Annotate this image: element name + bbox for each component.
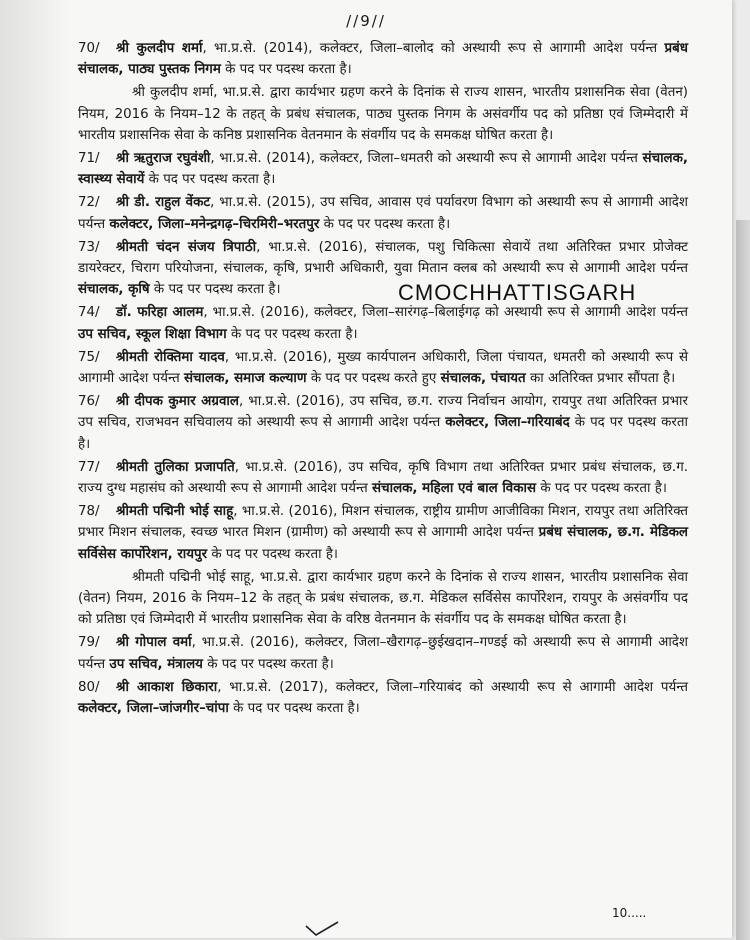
bold-text: श्री ऋतुराज रघुवंशी [116, 151, 211, 167]
body-text: के पद पर पदस्थ करते हुए [306, 371, 441, 387]
order-number: 72/ [78, 195, 100, 211]
body-text: , भा.प्र.से. (2016), कलेक्टर, जिला–सारंगढ़–बिलाईगढ़ को अस्थायी रूप से आगामी आदेश पर्यन्त [203, 305, 688, 321]
pen-mark-icon [302, 920, 342, 938]
order-item [78, 457, 688, 499]
order-item [78, 391, 688, 455]
order-item [78, 677, 688, 719]
watermark-text: CMOCHHATTISGARH [398, 280, 637, 305]
order-item [78, 501, 688, 565]
bold-text: उप सचिव, मंत्रालय [109, 656, 203, 672]
bold-text: प्रबंध संचालक, पाठ्य पुस्तक निगम [78, 41, 688, 78]
bold-text: श्रीमती रोक्तिमा यादव [116, 349, 225, 365]
body-text: के पद पर पदस्थ करता है। [220, 62, 352, 78]
order-number: 77/ [78, 459, 100, 475]
bold-text: संचालक, स्वास्थ्य सेवायें [78, 151, 688, 188]
body-text: के पद पर पदस्थ करता है। [202, 656, 334, 672]
bold-text: श्रीमती तुलिका प्रजापति [116, 459, 235, 475]
order-number: 74/ [78, 305, 100, 321]
order-number: 76/ [78, 394, 100, 410]
body-text: , भा.प्र.से. (2016), उप सचिव, छ.ग. राज्य निर्वाचन आयोग, रायपुर तथा अतिरिक्त प्रभार उप सचिव, राजभवन सचिवालय को अस्थायी रूप से आगामी आदेश पर्यन्त [78, 394, 688, 431]
bold-text: संचालक, कृषि [78, 282, 150, 298]
order-item [78, 192, 688, 234]
bold-text: कलेक्टर, जिला–जांजगीर–चांपा [78, 701, 229, 717]
body-text: , भा.प्र.से. (2017), कलेक्टर, जिला–गरियाबंद को अस्थायी रूप से आगामी आदेश पर्यन्त [217, 679, 688, 695]
body-text: का अतिरिक्त प्रभार सौंपता है। [525, 371, 676, 387]
order-number: 71/ [78, 151, 100, 167]
body-text: , भा.प्र.से. (2016), मुख्य कार्यपालन अधिकारी, जिला पंचायत, धमतरी को अस्थायी रूप से आगामी आदेश पर्यन्त [78, 349, 688, 387]
bold-text: संचालक, समाज कल्याण [183, 371, 307, 387]
body-text: श्री कुलदीप शर्मा, भा.प्र.से. द्वारा कार्यभार ग्रहण करने के दिनांक से राज्य शासन, भारतीय प्रशासनिक सेवा (वेतन) नियम, 2016 के नियम–12 के तहत् के प्रबंध संचालक, पाठ्य पुस्तक निगम के असंवर्गीय पद को प्रतिष्ठा एवं जिम्मेदारी में भारतीय प्रशासनिक सेवा के कनिष्ठ प्रशासनिक वेतनमान के संवर्गीय पद के समकक्ष घोषित करता है। [78, 85, 688, 143]
body-text: के पद पर पदस्थ करता है। [226, 326, 358, 342]
body-text: के पद पर पदस्थ करता है। [144, 172, 276, 188]
bold-text: प्रबंध संचालक, छ.ग. मेडिकल सर्विसेस कार्पोरेशन, रायपुर [78, 525, 689, 562]
order-note [78, 567, 688, 631]
body-text: , भा.प्र.से. (2015), उप सचिव, आवास एवं पर्यावरण विभाग को अस्थायी रूप से आगामी आदेश पर्यन्त [78, 195, 688, 232]
bold-text: संचालक, महिला एवं बाल विकास [372, 481, 537, 497]
order-number: 73/ [78, 239, 100, 255]
order-item [78, 38, 688, 80]
bold-text: श्री डी. राहुल वेंकट [116, 195, 211, 211]
bold-text: श्रीमती पद्मिनी भोई साहू [116, 504, 234, 520]
order-number: 70/ [78, 41, 100, 56]
body-text: , भा.प्र.से. (2016), उप सचिव, कृषि विभाग तथा अतिरिक्त प्रभार प्रबंध संचालक, छ.ग. राज्य दुग्ध महासंघ को अस्थायी रूप से आगामी आदेश पर्यन्त [78, 459, 688, 497]
order-item [78, 632, 688, 674]
order-note [78, 82, 688, 146]
page-edge-shadow [0, 0, 70, 938]
bold-text: संचालक, पंचायत [440, 371, 526, 387]
order-item [78, 347, 688, 389]
bold-text: श्रीमती चंदन संजय त्रिपाठी [116, 239, 257, 255]
order-number: 80/ [78, 679, 100, 695]
body-text: श्रीमती पद्मिनी भोई साहू, भा.प्र.से. द्वारा कार्यभार ग्रहण करने के दिनांक से राज्य शासन, भारतीय प्रशासनिक सेवा (वेतन) नियम, 2016 के नियम–12 के तहत् के प्रबंध संचालक, छ.ग. मेडिकल सर्विसेस कार्पोरेशन, रायपुर के असंवर्गीय पद को प्रतिष्ठा एवं जिम्मेदारी में भारतीय प्रशासनिक सेवा के वरिष्ठ वेतनमान के संवर्गीय पद के समकक्ष घोषित करता है। [78, 569, 688, 628]
body-text: के पद पर पदस्थ करता है। [319, 216, 451, 232]
page-header: //9// [346, 12, 386, 30]
body-text: , भा.प्र.से. (2016), कलेक्टर, जिला–खैरागढ़–छुईखदान–गण्डई को अस्थायी रूप से आगामी आदेश पर्यन्त [78, 635, 688, 672]
body-text: के पद पर पदस्थ करता है। [149, 282, 281, 298]
body-text: , भा.प्र.से. (2016), मिशन संचालक, राष्ट्रीय ग्रामीण आजीविका मिशन, रायपुर तथा अतिरिक्त प्रभार मिशन संचालक, स्वच्छ भारत मिशन (ग्रामीण) को अस्थायी रूप से आगामी आदेश पर्यन्त [78, 504, 689, 541]
body-text: के पद पर पदस्थ करता है। [207, 546, 339, 562]
binding-edge [736, 220, 750, 940]
body-text: , भा.प्र.से. (2016), संचालक, पशु चिकित्सा सेवायें तथा अतिरिक्त प्रभार प्रोजेक्ट डायरेक्टर, चिराग परियोजना, संचालक, कृषि, प्रभारी अधिकारी, युवा मितान क्लब को अस्थायी रूप से आगामी आदेश पर्यन्त [78, 239, 688, 277]
bold-text: श्री दीपक कुमार अग्रवाल [116, 394, 239, 410]
bold-text: उप सचिव, स्कूल शिक्षा विभाग [78, 326, 227, 342]
body-text: , भा.प्र.से. (2014), कलेक्टर, जिला–बालोद को अस्थायी रूप से आगामी आदेश पर्यन्त [202, 41, 665, 56]
body-text: के पद पर पदस्थ करता है। [228, 701, 360, 717]
order-number: 78/ [78, 504, 100, 520]
order-number: 75/ [78, 349, 100, 365]
document-body [78, 38, 688, 721]
bold-text: श्री कुलदीप शर्मा [116, 41, 203, 56]
bold-text: श्री गोपाल वर्मा [116, 635, 192, 651]
order-item [78, 302, 688, 344]
bold-text: डॉ. फरिहा आलम [116, 305, 204, 321]
page-footer-number: 10..... [612, 906, 647, 920]
body-text: के पद पर पदस्थ करता है। [78, 415, 688, 452]
bold-text: श्री आकाश छिकारा [116, 679, 218, 695]
order-number: 79/ [78, 635, 100, 651]
bold-text: कलेक्टर, जिला–गरियाबंद [445, 415, 570, 431]
body-text: के पद पर पदस्थ करता है। [536, 481, 667, 497]
order-item [78, 148, 688, 190]
body-text: , भा.प्र.से. (2014), कलेक्टर, जिला–धमतरी को अस्थायी रूप से आगामी आदेश पर्यन्त [210, 151, 643, 167]
bold-text: कलेक्टर, जिला–मनेन्द्रगढ़–चिरमिरी–भरतपुर [109, 216, 320, 232]
